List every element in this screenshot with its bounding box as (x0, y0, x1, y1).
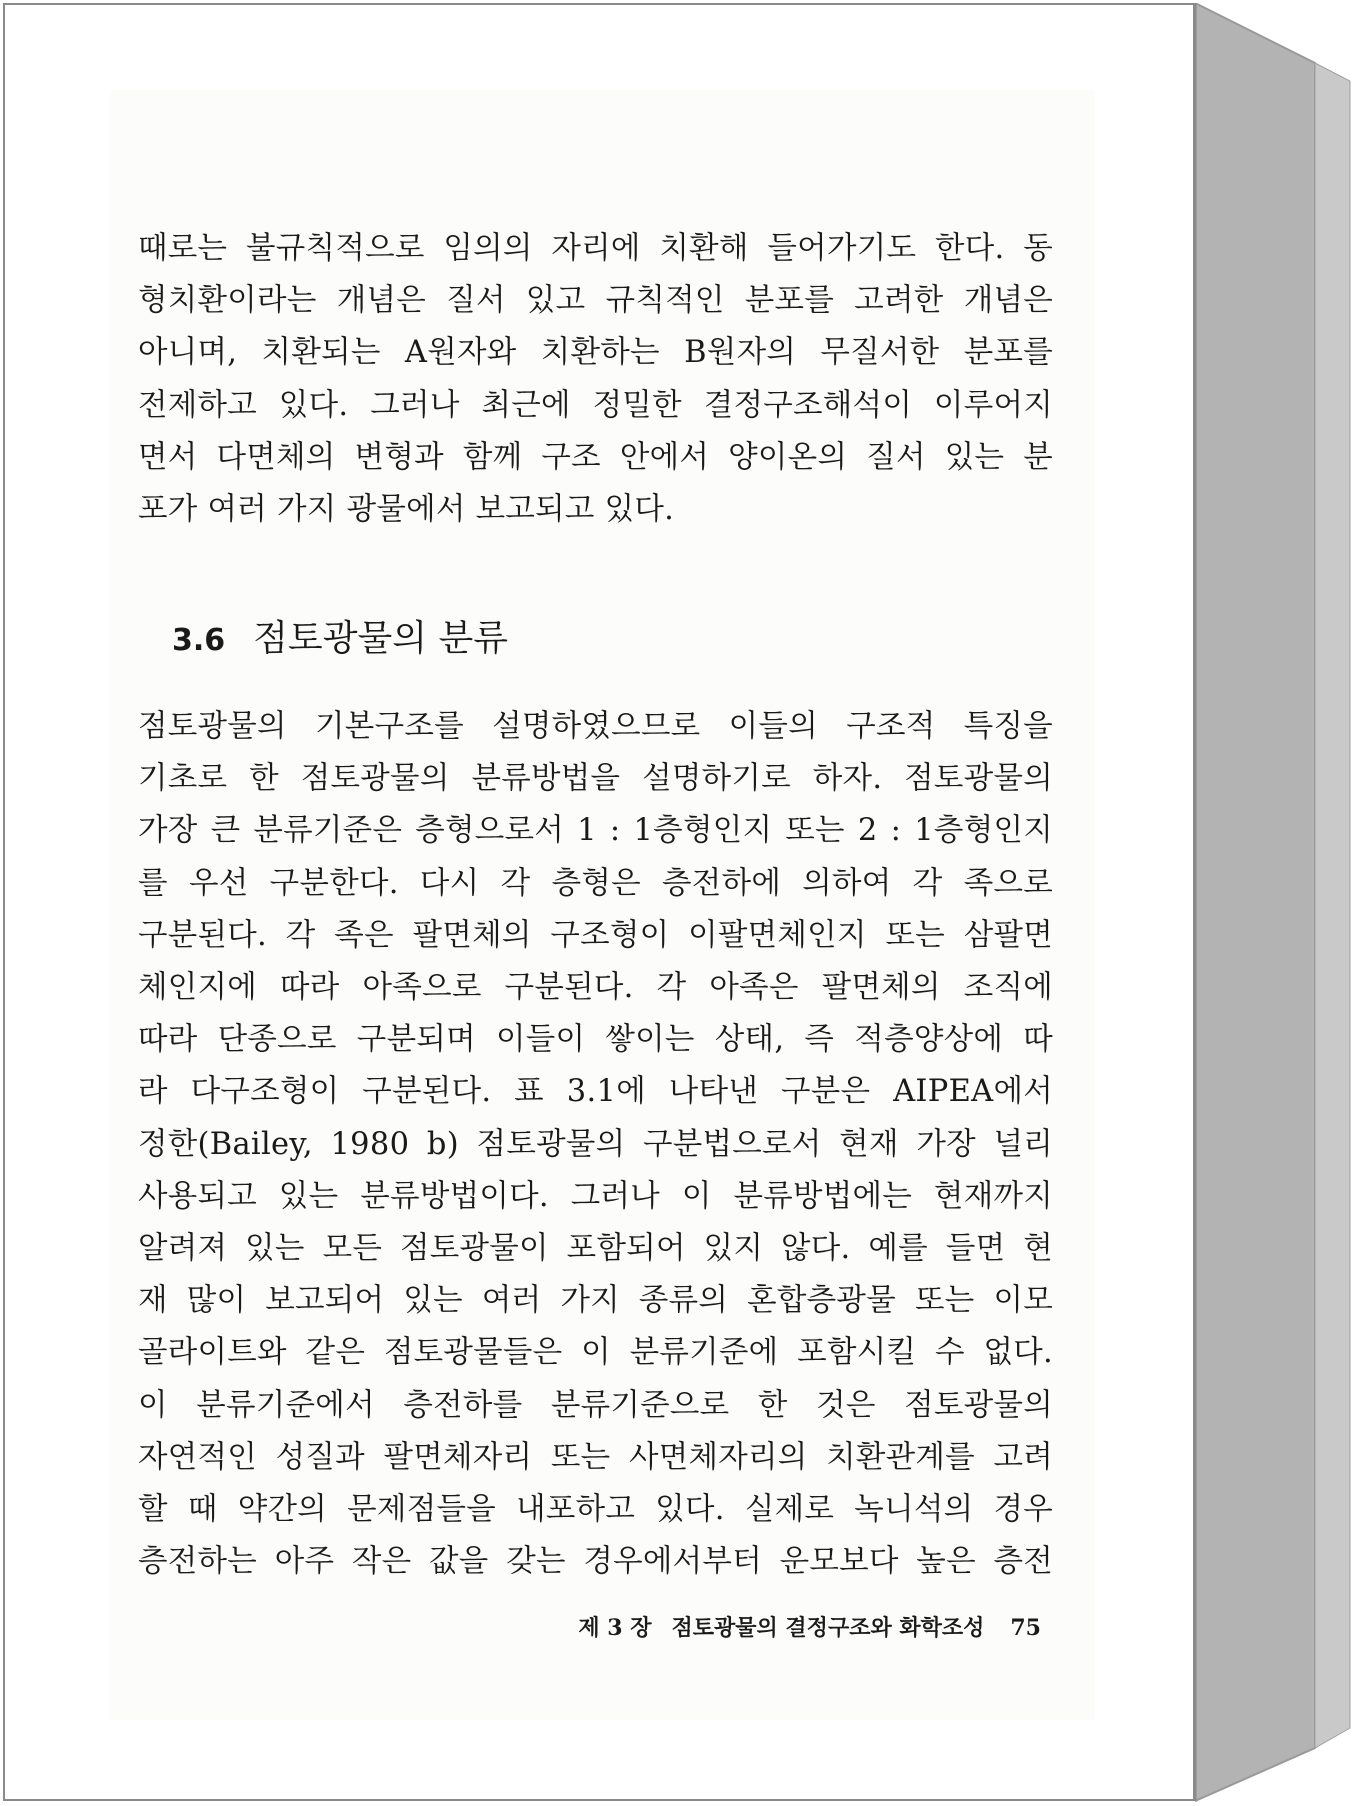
text-line: 구분된다. 각 족은 팔면체의 구조형이 이팔면체인지 또는 삼팔면 (138, 917, 1053, 953)
text-line: 자연적인 성질과 팔면체자리 또는 사면체자리의 치환관계를 고려 (138, 1439, 1053, 1475)
text-line: 를 우선 구분한다. 다시 각 층형은 층전하에 의하여 각 족으로 (138, 865, 1053, 901)
text-line: 면서 다면체의 변형과 함께 구조 안에서 양이온의 질서 있는 분 (138, 439, 1053, 475)
paragraph-classification (138, 701, 1053, 1588)
text-line: 재 많이 보고되어 있는 여러 가지 종류의 혼합층광물 또는 이모 (138, 1283, 1053, 1319)
text-line: 사용되고 있는 분류방법이다. 그러나 이 분류방법에는 현재까지 (138, 1178, 1053, 1214)
section-heading (172, 610, 508, 661)
text-line: 골라이트와 같은 점토광물들은 이 분류기준에 포함시킬 수 없다. (138, 1335, 1053, 1371)
text-line: 할 때 약간의 문제점들을 내포하고 있다. 실제로 녹니석의 경우 (138, 1492, 1053, 1528)
text-line: 이 분류기준에서 층전하를 분류기준으로 한 것은 점토광물의 (138, 1387, 1053, 1423)
paragraph-substitution (138, 223, 1053, 536)
text-line: 알려져 있는 모든 점토광물이 포함되어 있지 않다. 예를 들면 현 (138, 1231, 1053, 1267)
text-line: 포가 여러 가지 광물에서 보고되고 있다. (138, 492, 675, 528)
text-line: 형치환이라는 개념은 질서 있고 규칙적인 분포를 고려한 개념은 (138, 283, 1053, 319)
page-stack-edge (1195, 3, 1355, 1803)
text-line: 체인지에 따라 아족으로 구분된다. 각 아족은 팔면체의 조직에 (138, 970, 1053, 1006)
text-line: 가장 큰 분류기준은 층형으로서 1 : 1층형인지 또는 2 : 1층형인지 (138, 813, 1053, 849)
page-number: 75 (1010, 1615, 1041, 1641)
section-title: 점토광물의 분류 (253, 618, 509, 659)
text-line: 때로는 불규칙적으로 임의의 자리에 치환해 들어가기도 한다. 동 (138, 231, 1053, 266)
text-line: 아니며, 치환되는 A원자와 치환하는 B원자의 무질서한 분포를 (138, 335, 1053, 371)
text-line: 정한(Bailey, 1980 b) 점토광물의 구분법으로서 현재 가장 널리 (138, 1126, 1053, 1162)
running-footer (500, 1611, 1041, 1642)
text-line: 기초로 한 점토광물의 분류방법을 설명하기로 하자. 점토광물의 (138, 761, 1053, 797)
text-line: 라 다구조형이 구분된다. 표 3.1에 나타낸 구분은 AIPEA에서 (138, 1074, 1053, 1110)
text-line: 전제하고 있다. 그러나 최근에 정밀한 결정구조해석이 이루어지 (138, 387, 1053, 423)
text-line: 층전하는 아주 작은 값을 갖는 경우에서부터 운모보다 높은 층전 (138, 1544, 1053, 1580)
page-edge-graphic (1195, 3, 1355, 1803)
text-line: 점토광물의 기본구조를 설명하였으므로 이들의 구조적 특징을 (138, 709, 1053, 744)
footer-title: 점토광물의 결정구조와 화학조성 (671, 1615, 985, 1641)
section-number: 3.6 (172, 623, 226, 658)
footer-chapter: 제 3 장 (578, 1615, 652, 1641)
text-line: 따라 단종으로 구분되며 이들이 쌓이는 상태, 즉 적층양상에 따 (138, 1022, 1053, 1058)
